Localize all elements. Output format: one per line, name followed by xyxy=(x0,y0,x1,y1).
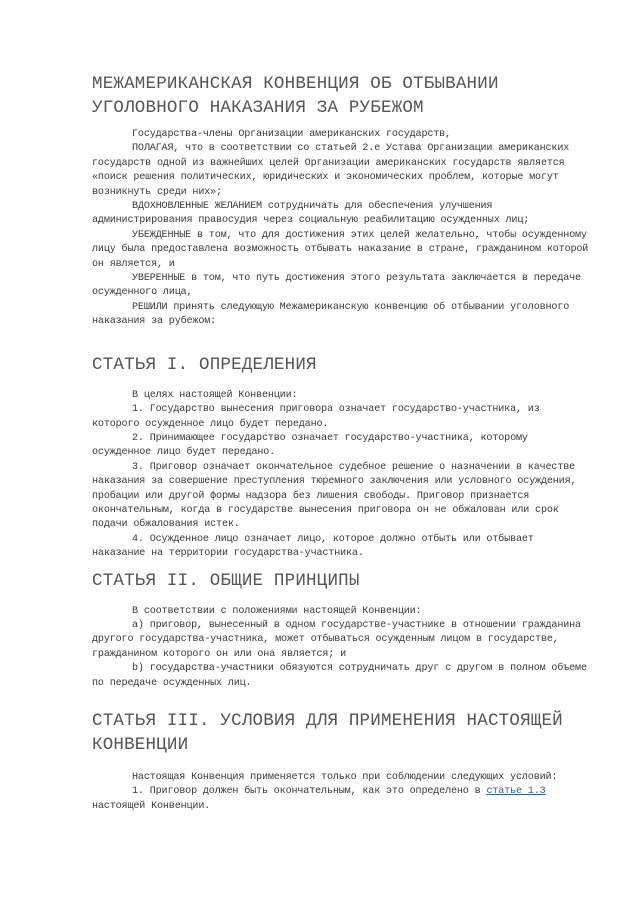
article-paragraph xyxy=(92,785,592,814)
preamble-paragraph: РЕШИЛИ принять следующую Межамериканскую конвенцию об отбывании уголовного наказания за рубежом: xyxy=(92,301,570,328)
article-1 xyxy=(92,353,592,562)
article-paragraph: Настоящая Конвенция применяется только при соблюдении следующих условий: xyxy=(132,772,558,783)
item-text-after: настоящей Конвенции. xyxy=(92,800,211,812)
preamble-paragraph: УВЕРЕННЫЕ в том, что путь достижения этого результата заключается в передаче осужденного лица, xyxy=(92,273,581,299)
article-2 xyxy=(92,569,592,691)
document-title: МЕЖАМЕРИКАНСКАЯ КОНВЕНЦИЯ ОБ ОТБЫВАНИИ УГОЛОВНОГО НАКАЗАНИЯ ЗА РУБЕЖОМ xyxy=(92,74,499,118)
preamble-paragraph: Государства-члены Организации американских государств, xyxy=(132,129,451,140)
article-paragraph: 1. Государство вынесения приговора означает государство-участника, из которого осужденное лицо будет передано. xyxy=(92,404,540,430)
article-paragraph: 3. Приговор означает окончательное судебное решение о назначении в качестве наказания за совершение преступления тюремного заключения или условного осуждения, пробации или другой формы надзора без лишения свободы. Приговор признается окончательным, когда в государстве вынесения приговора он не обжалован или срок подачи обжалования истек. xyxy=(92,461,577,531)
preamble-paragraph: ВДОХНОВЛЕННЫЕ ЖЕЛАНИЕМ сотрудничать для обеспечения улучшения администрирования правосудия через социальную реабилитацию осужденных лиц; xyxy=(92,201,530,227)
preamble-paragraph: ПОЛАГАЯ, что в соответствии со статьей 2.е Устава Организации американских государств одной из важнейших целей Организации американских государств является «поиск решения политических, юридических и экономических проблем, которые могут возникнуть среди них»; xyxy=(92,143,570,198)
article-1-3-link[interactable]: статье 1.3 xyxy=(486,786,546,798)
article-paragraph: В целях настоящей Конвенции: xyxy=(132,389,298,401)
item-text-before: 1. Приговор должен быть окончательным, как это определено в xyxy=(132,786,487,798)
article-paragraph: a) приговор, вынесенный в одном государстве-участнике в отношении гражданина другого государства-участника, может отбываться осужденным лицом в государстве, гражданином которого он или она является; и xyxy=(92,619,581,660)
article-3 xyxy=(92,709,592,814)
article-paragraph: 2. Принимающее государство означает государство-участника, которому осужденное лицо будет передано. xyxy=(92,432,528,459)
article-paragraph: 4. Осужденное лицо означает лицо, которое должно отбыть или отбывает наказание на территории государства-участника. xyxy=(92,533,534,560)
article-1-heading: СТАТЬЯ I. ОПРЕДЕЛЕНИЯ xyxy=(92,354,317,375)
article-3-heading: СТАТЬЯ III. УСЛОВИЯ ДЛЯ ПРИМЕНЕНИЯ НАСТОЯЩЕЙ КОНВЕНЦИИ xyxy=(92,711,563,755)
preamble-paragraph: УБЕЖДЕННЫЕ в том, что для достижения этих целей желательно, чтобы осужденному лицу была предоставлена возможность отбывать наказание в стране, гражданином которой он является, и xyxy=(92,229,589,270)
article-paragraph: В соответствии с положениями настоящей Конвенции: xyxy=(132,605,422,617)
preamble xyxy=(92,128,592,330)
document-page xyxy=(92,72,592,814)
article-2-heading: СТАТЬЯ II. ОБЩИЕ ПРИНЦИПЫ xyxy=(92,570,360,591)
article-paragraph: b) государства-участники обязуются сотрудничать друг с другом в полном объеме по передаче осужденных лиц. xyxy=(92,663,587,689)
